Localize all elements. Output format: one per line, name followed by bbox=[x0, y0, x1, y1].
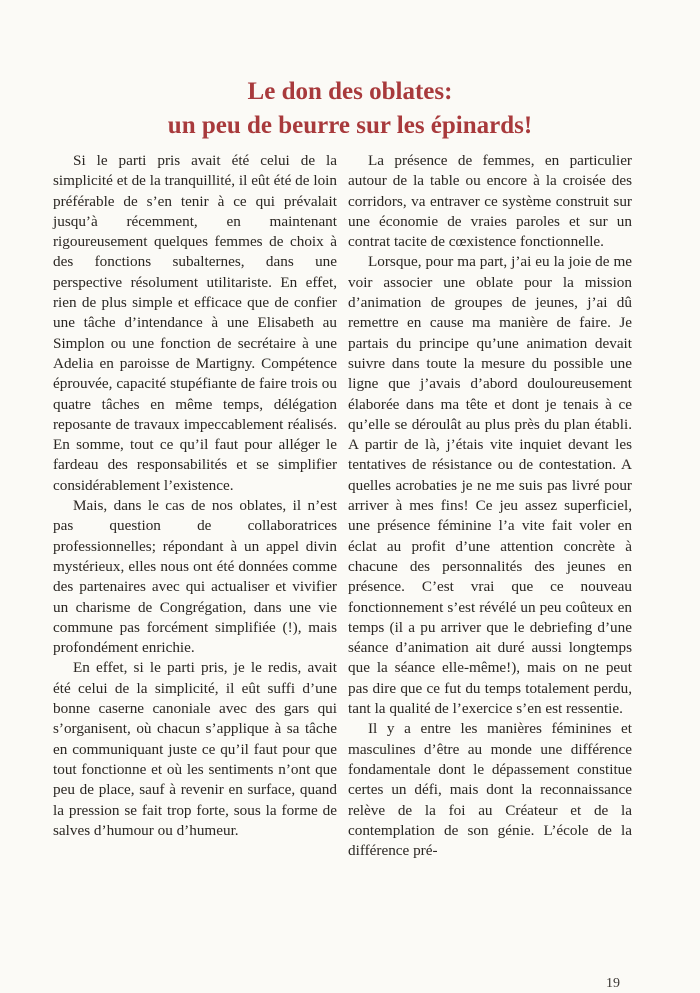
title-line-1: Le don des oblates: bbox=[247, 78, 453, 105]
paragraph: Si le parti pris avait été celui de la simplicité et de la tranquillité, il eût été de loin préférable de s’en tenir à ce qui prévalait jusqu’à récemment, en maintenant rigoureusement quelques femmes de choix à des fonctions subalternes, dans une perspective résolument utilitariste. En effet, rien de plus simple et efficace que de confier une tâche d’intendance à une Elisabeth au Simplon ou une fonction de secrétaire à une Adelia en paroisse de Martigny. Compétence éprouvée, capacité stupéfiante de faire trois ou quatre tâches en même temps, délégation reposante de travaux impeccablement réalisés. En somme, tout ce qu’il faut pour alléger le fardeau des responsabilités et se simplifier considérablement l’existence. bbox=[53, 152, 337, 494]
right-column bbox=[348, 151, 632, 861]
left-column bbox=[53, 151, 337, 841]
article-title bbox=[0, 75, 700, 143]
paragraph: La présence de femmes, en particulier autour de la table ou encore à la croisée des corridors, va entraver ce système construit sur une économie de vraies paroles et sur un contrat tacite de cœxistence fonctionnelle. bbox=[348, 152, 632, 251]
paragraph: En effet, si le parti pris, je le redis, avait été celui de la simplicité, il eût suffi d’une bonne caserne canoniale avec des gars qui s’organisent, où chacun s’applique à sa tâche en communiquant juste ce qu’il faut pour que tout fonctionne et où les sentiments n’ont que peu de place, sauf à revenir en surface, quand la pression se fait trop forte, sous la forme de salves d’humour ou d’humeur. bbox=[53, 659, 337, 839]
paragraph: Lorsque, pour ma part, j’ai eu la joie de me voir associer une oblate pour la mission d’animation de groupes de jeunes, j’ai dû remettre en cause ma manière de faire. Je partais du principe qu’une animation devait suivre dans toute la mesure du possible une ligne que j’avais d’abord douloureusement élaborée dans ma tête et dont je tenais à ce qu’elle se déroulât au plus près du plan établi. A partir de là, j’étais vite inquiet devant les tentatives de résistance ou de contestation. A quelles acrobaties je ne me suis pas livré pour arriver à mes fins! Ce jeu assez superficiel, une présence féminine l’a vite fait voler en éclat au profit d’une attention concrète à chacune des personnalités des jeunes en présence. C’est vrai que ce nouveau fonctionnement s’est révélé un peu coûteux en temps (il a pu arriver que le debriefing d’une séance d’animation ait duré aussi longtemps que la séance elle-même!), mais on ne peut pas dire que ce fut du temps totalement perdu, tant la qualité de l’exercice s’en est ressentie. bbox=[348, 253, 632, 718]
paragraph: Il y a entre les manières féminines et masculines d’être au monde une différence fondamentale dont le dépassement constitue certes un défi, mais dont la reconnaissance relève de la foi au Créateur et de la contemplation de son génie. L’école de la différence pré- bbox=[348, 720, 632, 860]
page-number: 19 bbox=[606, 976, 620, 991]
paragraph: Mais, dans le cas de nos oblates, il n’est pas question de collaboratrices professionnelles; répondant à un appel divin mystérieux, elles nous ont été données comme des partenaires avec qui actualiser et vivifier un charisme de Congrégation, dans une vie commune pas forcément simplifiée (!), mais profondément enrichie. bbox=[53, 497, 337, 657]
title-line-2: un peu de beurre sur les épinards! bbox=[167, 112, 533, 139]
